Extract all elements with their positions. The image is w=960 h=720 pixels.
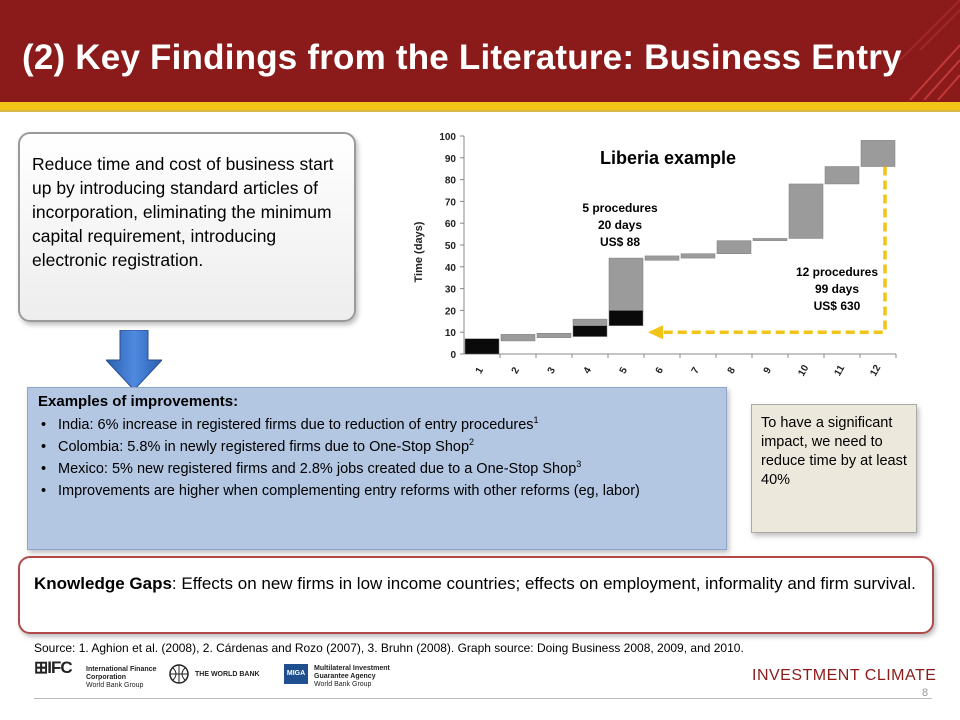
knowledge-gaps-body: : Effects on new firms in low income countries; effects on employment, informality and firm survival. [171, 574, 916, 593]
improvements-box [27, 387, 727, 550]
knowledge-gaps-text [34, 572, 924, 596]
y-tick-label: 40 [444, 262, 456, 274]
intro-text: Reduce time and cost of business start up by introducing standard articles of incorporation, eliminating the minimum capital requirement, introducing electronic registration. [32, 154, 334, 270]
x-tick-label: 3 [545, 365, 558, 376]
source-note: Source: 1. Aghion et al. (2008), 2. Cárdenas and Rozo (2007), 3. Bruhn (2008). Graph source: Doing Business 2008, 2009, and 2010. [34, 641, 744, 655]
y-tick-label: 90 [444, 153, 456, 165]
y-tick-label: 10 [444, 328, 456, 340]
x-tick-label: 12 [868, 363, 884, 379]
chart-bar [573, 319, 607, 326]
footnote-ref: 2 [469, 437, 475, 448]
miga-logo-mark: MIGA [284, 664, 308, 684]
chart-svg [400, 122, 930, 422]
knowledge-gaps-box [18, 556, 934, 634]
ifc-sub: World Bank Group [86, 682, 144, 689]
world-bank-name: THE WORLD BANK [195, 671, 260, 678]
y-tick-label: 60 [444, 219, 456, 231]
miga-sub: World Bank Group [314, 681, 372, 688]
globe-icon [169, 664, 189, 684]
miga-logo [284, 662, 414, 688]
ifc-logo-mark: ⊞IFC [34, 658, 72, 677]
ifc-name: International Finance Corporation [86, 666, 157, 681]
y-tick-label: 100 [439, 132, 456, 143]
footer-divider [34, 698, 932, 699]
intro-box [18, 132, 356, 322]
page-number: 8 [922, 687, 929, 699]
chart-bar [609, 310, 643, 325]
x-tick-label: 11 [832, 363, 848, 379]
bracket-arrowhead [648, 325, 663, 339]
y-tick-label: 80 [444, 175, 456, 187]
list-item [38, 482, 718, 501]
x-tick-label: 7 [689, 365, 702, 376]
chart-bar [501, 334, 535, 341]
chart-annotation: 99 days [814, 282, 860, 296]
chart-bar [537, 333, 571, 337]
ifc-logo [34, 658, 159, 689]
liberia-chart [400, 122, 930, 422]
x-tick-label: 6 [653, 365, 666, 376]
y-tick-label: 20 [444, 306, 456, 318]
improvement-text: India: 6% increase in registered firms due to reduction of entry procedures [58, 417, 534, 433]
y-axis-label: Time (days) [413, 221, 425, 283]
footnote-ref: 1 [533, 415, 539, 426]
improvement-text: Colombia: 5.8% in newly registered firms due to One-Stop Shop [58, 439, 470, 455]
world-bank-logo [169, 662, 264, 688]
x-tick-label: 8 [725, 365, 738, 376]
knowledge-gaps-label: Knowledge Gaps [34, 574, 172, 593]
header-stripe [0, 102, 960, 110]
page-title: (2) Key Findings from the Literature: Business Entry [22, 38, 902, 77]
chart-annotation: 20 days [597, 218, 643, 232]
y-tick-label: 0 [450, 350, 456, 361]
improvement-text: Improvements are higher when complementing entry reforms with other reforms (eg, labor) [58, 483, 640, 499]
chart-bar [717, 241, 751, 254]
x-tick-label: 2 [509, 365, 522, 376]
improvements-title: Examples of improvements: [38, 393, 239, 410]
improvement-text: Mexico: 5% new registered firms and 2.8% jobs created due to a One-Stop Shop [58, 461, 577, 477]
down-arrow-icon [106, 330, 162, 390]
chart-bar [861, 140, 895, 166]
x-tick-label: 9 [761, 365, 774, 376]
impact-box [751, 404, 917, 533]
improvements-list [38, 416, 718, 504]
chart-annotation: 12 procedures [795, 265, 879, 279]
chart-bar [573, 326, 607, 337]
chart-bar [645, 256, 679, 260]
x-tick-label: 4 [581, 365, 594, 376]
header-divider [0, 110, 960, 112]
x-tick-label: 5 [617, 365, 630, 376]
chart-annotation: US$ 88 [599, 235, 641, 249]
list-item [38, 460, 718, 479]
y-tick-label: 30 [444, 284, 456, 296]
x-tick-label: 1 [473, 365, 486, 376]
miga-name: Multilateral Investment Guarantee Agency [314, 665, 390, 680]
chart-bar [609, 258, 643, 310]
chart-annotation: 5 procedures [582, 201, 658, 215]
chart-annotation: US$ 630 [813, 299, 861, 313]
list-item [38, 438, 718, 457]
x-tick-label: 10 [796, 363, 812, 379]
chart-bar [789, 184, 823, 239]
investment-climate-label: INVESTMENT CLIMATE [752, 667, 937, 684]
chart-bar [825, 167, 859, 184]
footnote-ref: 3 [576, 459, 582, 470]
chart-bar [753, 238, 787, 240]
chart-bar [681, 254, 715, 258]
list-item [38, 416, 718, 435]
chart-bar [465, 339, 499, 354]
impact-text: To have a significant impact, we need to reduce time by at least 40% [761, 415, 907, 488]
chart-title: Liberia example [600, 148, 737, 168]
y-tick-label: 50 [444, 241, 456, 252]
y-tick-label: 70 [444, 197, 456, 209]
header-bar [0, 0, 960, 102]
